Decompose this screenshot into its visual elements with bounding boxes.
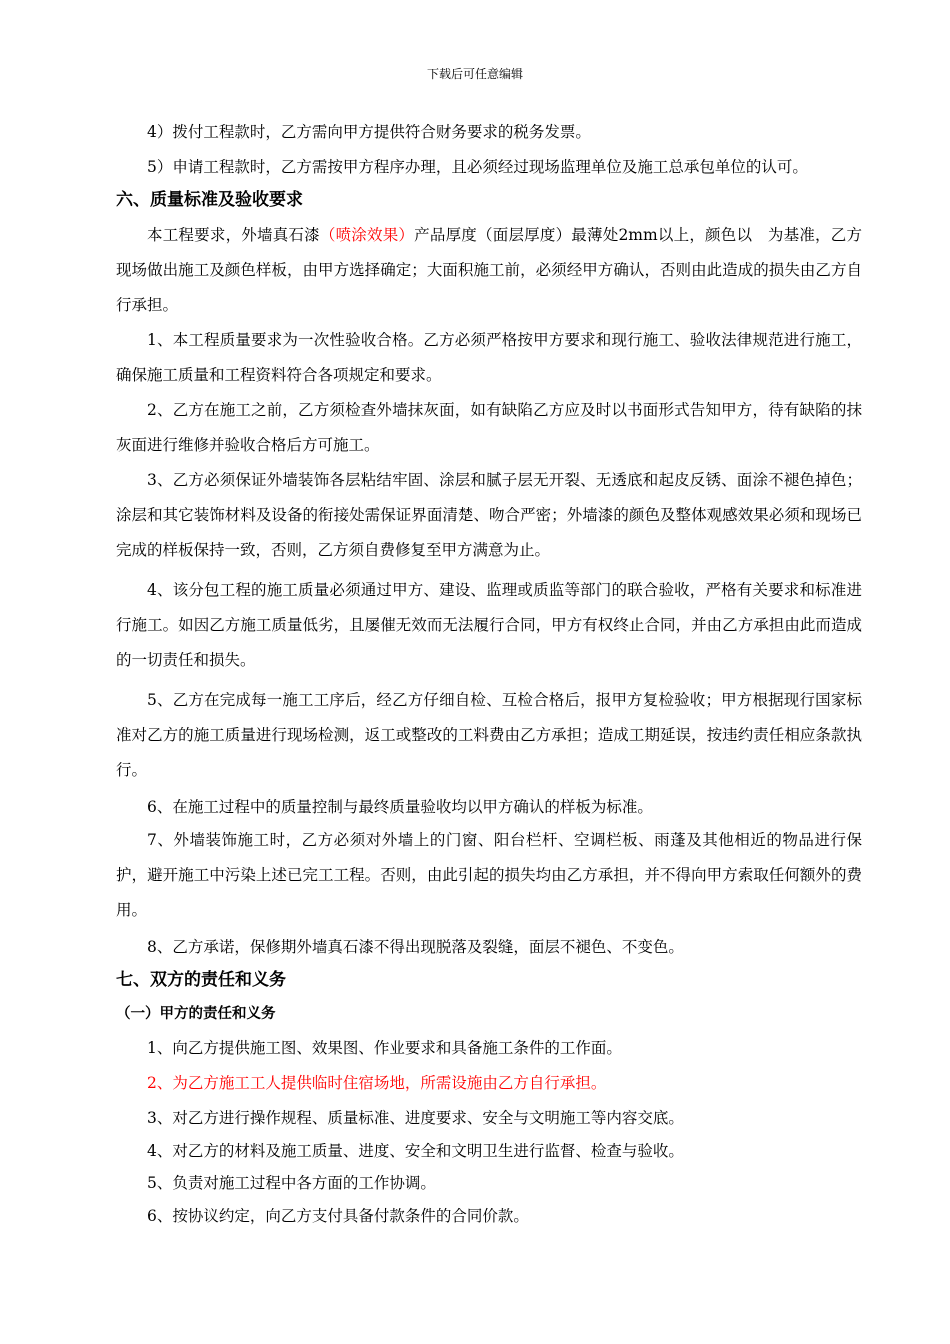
section-6-item-7: 7、外墙装饰施工时，乙方必须对外墙上的门窗、阳台栏杆、空调栏板、雨蓬及其他相近的物品进行保护，避开施工中污染上述已完工工程。否则，由此引起的损失均由乙方承担，并不得向甲方索取任何额外的费用。	[116, 831, 862, 919]
section-7-item-3: 3、对乙方进行操作规程、质量标准、进度要求、安全与文明施工等内容交底。	[147, 1109, 684, 1127]
section-6-item-3: 3、乙方必须保证外墙装饰各层粘结牢固、涂层和腻子层无开裂、无透底和起皮反锈、面涂不褪色掉色；涂层和其它装饰材料及设备的衔接处需保证界面清楚、吻合严密；外墙漆的颜色及整体观感效果必须和现场已完成的样板保持一致，否则，乙方须自费修复至甲方满意为止。	[116, 471, 862, 559]
section-7-item-1: 1、向乙方提供施工图、效果图、作业要求和具备施工条件的工作面。	[147, 1039, 622, 1057]
section-6-item-1: 1、本工程质量要求为一次性验收合格。乙方必须严格按甲方要求和现行施工、验收法律规范进行施工，确保施工质量和工程资料符合各项规定和要求。	[116, 331, 862, 384]
section-7-item-5: 5、负责对施工过程中各方面的工作协调。	[147, 1174, 436, 1192]
section-7-item-6: 6、按协议约定，向乙方支付具备付款条件的合同价款。	[147, 1207, 529, 1225]
section-6-item-8: 8、乙方承诺，保修期外墙真石漆不得出现脱落及裂缝，面层不褪色、不变色。	[147, 938, 684, 956]
section-7-item-4: 4、对乙方的材料及施工质量、进度、安全和文明卫生进行监督、检查与验收。	[147, 1142, 684, 1160]
intro-text-rest: 产品厚度（面层厚度）最薄处2mm以上，颜色以 为基准，乙方现场做出施工及颜色样板，由甲方选择确定；大面积施工前，必须经甲方确认，否则由此造成的损失由乙方自行承担。	[116, 226, 862, 314]
section-6-item-2: 2、乙方在施工之前，乙方须检查外墙抹灰面，如有缺陷乙方应及时以书面形式告知甲方，待有缺陷的抹灰面进行维修并验收合格后方可施工。	[116, 401, 862, 454]
section-7-subheading-party-a: （一）甲方的责任和义务	[116, 1006, 276, 1022]
intro-highlight-spray-effect: （喷涂效果）	[319, 226, 415, 244]
section-6-item-5: 5、乙方在完成每一施工工序后，经乙方仔细自检、互检合格后，报甲方复检验收；甲方根据现行国家标准对乙方的施工质量进行现场检测，返工或整改的工料费由乙方承担；造成工期延误，按违约责任相应条款执行。	[116, 691, 862, 779]
section-6-item-6: 6、在施工过程中的质量控制与最终质量验收均以甲方确认的样板为标准。	[147, 798, 653, 816]
section-6-item-4: 4、该分包工程的施工质量必须通过甲方、建设、监理或质监等部门的联合验收，严格有关要求和标准进行施工。如因乙方施工质量低劣，且屡催无效而无法履行合同，甲方有权终止合同，并由乙方承担由此而造成的一切责任和损失。	[116, 581, 862, 669]
section-6-heading: 六、质量标准及验收要求	[116, 190, 303, 210]
page-header-note: 下载后可任意编辑	[426, 67, 523, 81]
intro-text-start: 本工程要求，外墙真石漆	[147, 226, 320, 244]
section-6-intro	[116, 218, 862, 323]
section-7-item-2: 2、为乙方施工工人提供临时住宿场地，所需设施由乙方自行承担。	[147, 1074, 607, 1092]
payment-item-4: 4）拨付工程款时，乙方需向甲方提供符合财务要求的税务发票。	[147, 123, 591, 141]
section-7-heading: 七、双方的责任和义务	[116, 970, 286, 990]
payment-item-5: 5）申请工程款时，乙方需按甲方程序办理，且必须经过现场监理单位及施工总承包单位的认可。	[147, 158, 808, 176]
